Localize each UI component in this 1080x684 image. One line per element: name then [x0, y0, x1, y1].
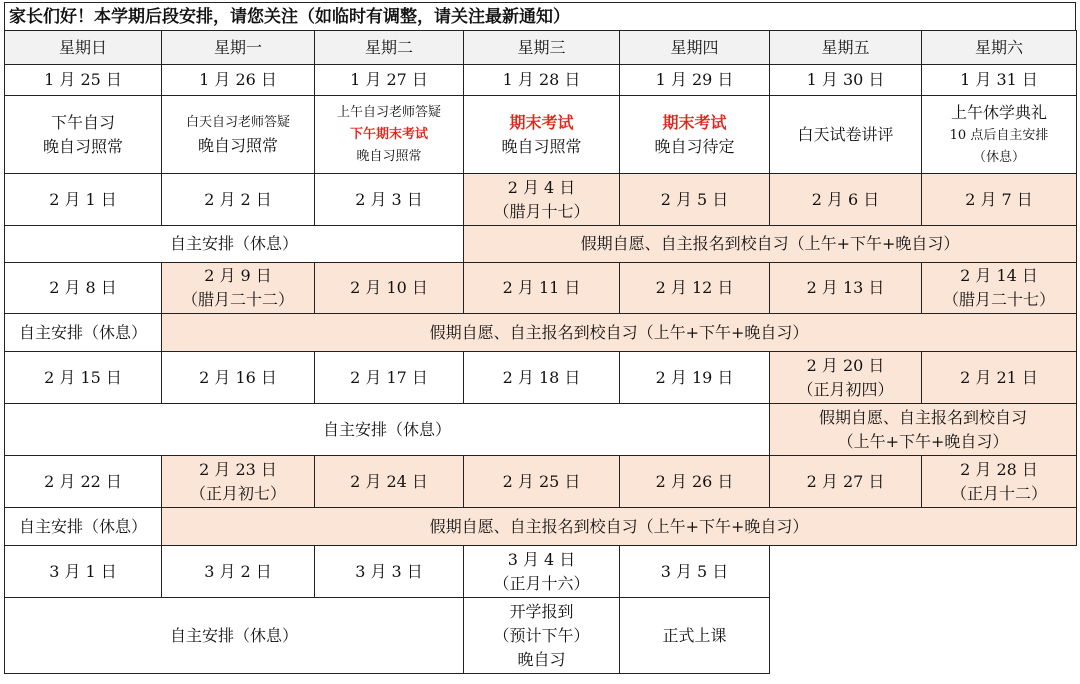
date-cell: 2 月 27 日: [770, 456, 922, 508]
weekday-sat: 星期六: [922, 31, 1077, 65]
date-cell: [464, 546, 620, 598]
date-cell: 1 月 25 日: [5, 65, 162, 96]
date-cell: 3 月 3 日: [315, 546, 464, 598]
week3-plan-row: [5, 314, 1077, 352]
week5-plan-row: [5, 508, 1077, 546]
date-cell: 2 月 17 日: [315, 352, 464, 404]
plan-cell: [315, 96, 464, 174]
date-line: 2 月 28 日: [960, 459, 1038, 479]
week4-date-row: [5, 352, 1077, 404]
date-cell: 1 月 28 日: [464, 65, 620, 96]
exam-line: 下午期末考试: [349, 126, 428, 142]
rest-span: 自主安排（休息）: [5, 226, 464, 263]
date-cell: 2 月 16 日: [162, 352, 315, 404]
rest-span: 自主安排（休息）: [5, 508, 162, 546]
study-line: 假期自愿、自主报名到校自习: [818, 407, 1027, 427]
date-cell: 2 月 11 日: [464, 263, 620, 314]
date-cell: 2 月 15 日: [5, 352, 162, 404]
lunar-date: （正月初七）: [189, 483, 286, 503]
date-cell: 2 月 25 日: [464, 456, 620, 508]
schedule-sheet: [4, 2, 1076, 678]
plan-cell: [922, 96, 1077, 174]
date-line: 2 月 14 日: [960, 266, 1038, 285]
week5-date-row: [5, 456, 1077, 508]
date-cell: 1 月 31 日: [922, 65, 1077, 96]
week2-plan-row: [5, 226, 1077, 263]
exam-line: 期末考试: [662, 112, 727, 132]
plan-cell: [464, 96, 620, 174]
plan-cell: 白天试卷讲评: [770, 96, 922, 174]
date-cell: 2 月 19 日: [620, 352, 770, 404]
plan-cell: [620, 96, 770, 174]
plan-line: 开学报到: [509, 601, 574, 621]
date-cell: 1 月 29 日: [620, 65, 770, 96]
date-line: 3 月 4 日: [507, 549, 576, 569]
date-cell: 2 月 21 日: [922, 352, 1077, 404]
exam-line: 期末考试: [509, 112, 574, 132]
plan-line: （休息）: [972, 149, 1025, 165]
study-span: 假期自愿、自主报名到校自习（上午+下午+晚自习）: [162, 508, 1077, 546]
date-cell: [464, 174, 620, 226]
lunar-date: （正月初四）: [797, 379, 894, 399]
date-cell: [922, 456, 1077, 508]
date-cell: 2 月 1 日: [5, 174, 162, 226]
date-cell: 3 月 1 日: [5, 546, 162, 598]
date-cell: 1 月 30 日: [770, 65, 922, 96]
week3-date-row: [5, 263, 1077, 314]
date-cell: [162, 263, 315, 314]
plan-line: 上午休学典礼: [950, 102, 1047, 122]
date-cell: 2 月 6 日: [770, 174, 922, 226]
week6-date-row: [5, 546, 1077, 598]
date-cell: 2 月 5 日: [620, 174, 770, 226]
plan-line: 晚自习照常: [501, 136, 582, 156]
plan-line: 上午自习老师答疑: [336, 104, 441, 120]
date-line: 2 月 9 日: [204, 266, 272, 285]
plan-line: 下午自习: [50, 112, 115, 132]
plan-line: 晚自习待定: [654, 136, 735, 156]
week1-plan-row: [5, 96, 1077, 174]
plan-cell: 正式上课: [620, 598, 770, 674]
plan-line: 晚自习照常: [42, 136, 123, 156]
plan-line: 晚自习: [517, 649, 566, 669]
notice-title: 家长们好！本学期后段安排，请您关注（如临时有调整，请关注最新通知）: [4, 2, 1076, 30]
weekday-mon: 星期一: [162, 31, 315, 65]
week2-date-row: [5, 174, 1077, 226]
weekday-wed: 星期三: [464, 31, 620, 65]
date-cell: 1 月 27 日: [315, 65, 464, 96]
plan-line: （预计下午）: [493, 625, 590, 645]
date-line: 2 月 23 日: [199, 459, 277, 479]
week1-date-row: [5, 65, 1077, 96]
study-span: [770, 404, 1077, 456]
date-cell: 2 月 26 日: [620, 456, 770, 508]
study-span: 假期自愿、自主报名到校自习（上午+下午+晚自习）: [162, 314, 1077, 352]
date-cell: 3 月 2 日: [162, 546, 315, 598]
plan-line: 白天自习老师答疑: [185, 114, 290, 130]
rest-span: 自主安排（休息）: [5, 314, 162, 352]
lunar-date: （腊月二十二）: [181, 290, 294, 309]
weekday-sun: 星期日: [5, 31, 162, 65]
date-cell: 1 月 26 日: [162, 65, 315, 96]
date-cell: [162, 456, 315, 508]
plan-line: 10 点后自主安排: [949, 127, 1049, 143]
weekday-thu: 星期四: [620, 31, 770, 65]
date-cell: [770, 352, 922, 404]
date-cell: 2 月 8 日: [5, 263, 162, 314]
date-cell: [922, 263, 1077, 314]
date-cell: 2 月 2 日: [162, 174, 315, 226]
plan-line: 晚自习照常: [197, 135, 278, 155]
study-span: 假期自愿、自主报名到校自习（上午+下午+晚自习）: [464, 226, 1077, 263]
date-cell: 2 月 22 日: [5, 456, 162, 508]
rest-span: 自主安排（休息）: [5, 598, 464, 674]
date-cell: 3 月 5 日: [620, 546, 770, 598]
plan-cell: [464, 598, 620, 674]
date-cell: 2 月 18 日: [464, 352, 620, 404]
schedule-table: [4, 30, 1077, 674]
plan-cell: [162, 96, 315, 174]
weekday-fri: 星期五: [770, 31, 922, 65]
date-line: 2 月 4 日: [507, 177, 576, 197]
weekday-tue: 星期二: [315, 31, 464, 65]
plan-cell: [5, 96, 162, 174]
study-line: （上午+下午+晚自习）: [837, 431, 1009, 451]
date-line: 2 月 20 日: [806, 355, 885, 375]
date-cell: 2 月 7 日: [922, 174, 1077, 226]
date-cell: 2 月 13 日: [770, 263, 922, 314]
date-cell: 2 月 12 日: [620, 263, 770, 314]
rest-span: 自主安排（休息）: [5, 404, 770, 456]
week4-plan-row: [5, 404, 1077, 456]
date-cell: 2 月 24 日: [315, 456, 464, 508]
empty-area: [770, 546, 1077, 674]
plan-line: 晚自习照常: [356, 148, 422, 164]
lunar-date: （腊月二十七）: [942, 290, 1055, 309]
lunar-date: （正月十二）: [950, 483, 1047, 503]
lunar-date: （正月十六）: [493, 573, 590, 593]
lunar-date: （腊月十七）: [493, 201, 590, 221]
weekday-header-row: [5, 31, 1077, 65]
date-cell: 2 月 3 日: [315, 174, 464, 226]
date-cell: 2 月 10 日: [315, 263, 464, 314]
